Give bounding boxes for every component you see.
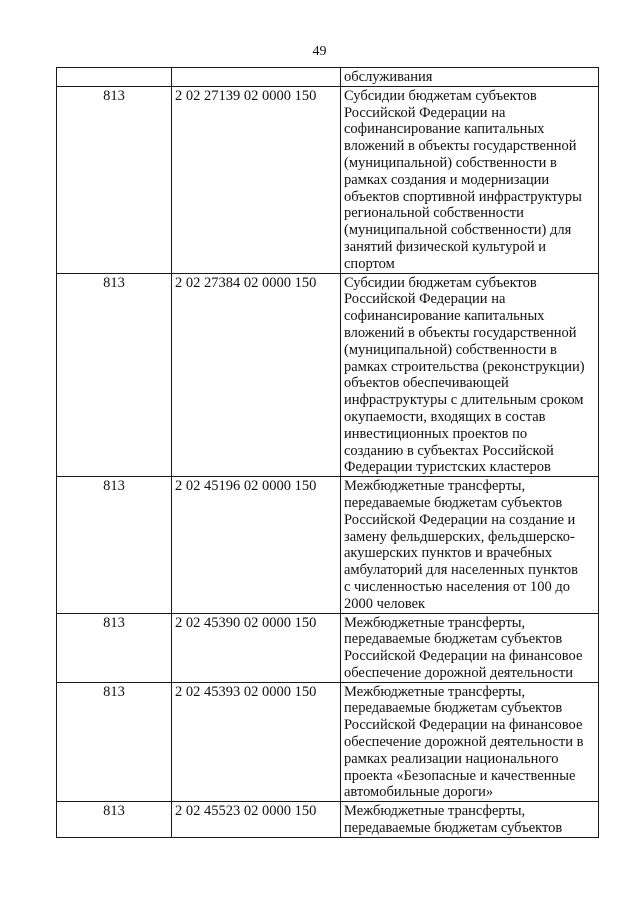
- table-row: [57, 86, 599, 273]
- description-line: Межбюджетные трансферты,: [344, 803, 526, 820]
- description-line: региональной собственности: [344, 205, 524, 222]
- budget-code-cell: 2 02 27139 02 0000 150: [172, 86, 341, 273]
- description-cell: [341, 682, 599, 802]
- description-line: Федерации туристских кластеров: [344, 459, 551, 476]
- description-line: (муниципальной) собственности в: [344, 341, 557, 358]
- description-cell: [341, 273, 599, 477]
- description-cell: [341, 477, 599, 613]
- admin-code-cell: 813: [57, 477, 172, 613]
- description-line: Российской Федерации на: [344, 291, 506, 308]
- admin-code-cell: 813: [57, 682, 172, 802]
- page-number: 49: [312, 44, 327, 59]
- description-line: Межбюджетные трансферты,: [344, 614, 526, 631]
- description-line: передаваемые бюджетам субъектов: [344, 631, 563, 648]
- admin-code-cell: 813: [57, 613, 172, 682]
- budget-code-cell: 2 02 27384 02 0000 150: [172, 273, 341, 477]
- description-line: софинансирование капитальных: [344, 121, 545, 138]
- description-line: инфраструктуры с длительным сроком: [344, 392, 584, 409]
- description-line: Межбюджетные трансферты,: [344, 478, 526, 495]
- budget-classification-table: [56, 67, 599, 838]
- description-line: спортом: [344, 255, 395, 272]
- description-line: (муниципальной собственности) для: [344, 222, 572, 239]
- description-line: вложений в объекты государственной: [344, 324, 577, 341]
- admin-code-cell: 813: [57, 802, 172, 838]
- admin-code-cell: 813: [57, 273, 172, 477]
- description-line: акушерских пунктов и врачебных: [344, 545, 553, 562]
- description-line: замену фельдшерских, фельдшерско-: [344, 528, 575, 545]
- table-row: [57, 613, 599, 682]
- description-line: вложений в объекты государственной: [344, 138, 577, 155]
- description-line: созданию в субъектах Российской: [344, 442, 554, 459]
- budget-code-cell: 2 02 45523 02 0000 150: [172, 802, 341, 838]
- description-line: софинансирование капитальных: [344, 308, 545, 325]
- description-line: проекта «Безопасные и качественные: [344, 767, 576, 784]
- description-line: передаваемые бюджетам субъектов: [344, 700, 563, 717]
- description-line: 2000 человек: [344, 595, 426, 612]
- description-line: занятий физической культурой и: [344, 238, 546, 255]
- description-cell: [341, 68, 599, 87]
- table-row: [57, 802, 599, 838]
- description-line: окупаемости, входящих в состав: [344, 408, 546, 425]
- description-line: рамках создания и модернизации: [344, 171, 550, 188]
- description-line: Субсидии бюджетам субъектов: [344, 274, 537, 291]
- description-line: объектов спортивной инфраструктуры: [344, 188, 582, 205]
- description-line: рамках реализации национального: [344, 750, 559, 767]
- budget-code-cell: [172, 68, 341, 87]
- table-row: [57, 682, 599, 802]
- description-line: рамках строительства (реконструкции): [344, 358, 585, 375]
- description-line: передаваемые бюджетам субъектов: [344, 494, 563, 511]
- description-line: объектов обеспечивающей: [344, 375, 509, 392]
- description-line: автомобильные дороги»: [344, 784, 494, 801]
- description-cell: [341, 86, 599, 273]
- description-line: обеспечение дорожной деятельности: [344, 664, 573, 681]
- table-row: [57, 477, 599, 613]
- description-line: инвестиционных проектов по: [344, 425, 528, 442]
- description-line: амбулаторий для населенных пунктов: [344, 562, 578, 579]
- description-line: передаваемые бюджетам субъектов: [344, 820, 563, 837]
- description-line: Российской Федерации на: [344, 104, 506, 121]
- budget-code-cell: 2 02 45390 02 0000 150: [172, 613, 341, 682]
- description-cell: [341, 802, 599, 838]
- table-row: [57, 68, 599, 87]
- table-body: [57, 68, 599, 838]
- admin-code-cell: [57, 68, 172, 87]
- description-line: Российской Федерации на финансовое: [344, 648, 583, 665]
- description-line: Субсидии бюджетам субъектов: [344, 87, 537, 104]
- description-line: (муниципальной) собственности в: [344, 154, 557, 171]
- description-cell: [341, 613, 599, 682]
- description-line: с численностью населения от 100 до: [344, 578, 570, 595]
- description-line: Межбюджетные трансферты,: [344, 683, 526, 700]
- description-line: обеспечение дорожной деятельности в: [344, 734, 584, 751]
- budget-code-cell: 2 02 45393 02 0000 150: [172, 682, 341, 802]
- description-line: Российской Федерации на создание и: [344, 511, 576, 528]
- budget-code-cell: 2 02 45196 02 0000 150: [172, 477, 341, 613]
- admin-code-cell: 813: [57, 86, 172, 273]
- description-line: обслуживания: [344, 69, 433, 85]
- table-row: [57, 273, 599, 477]
- description-line: Российской Федерации на финансовое: [344, 717, 583, 734]
